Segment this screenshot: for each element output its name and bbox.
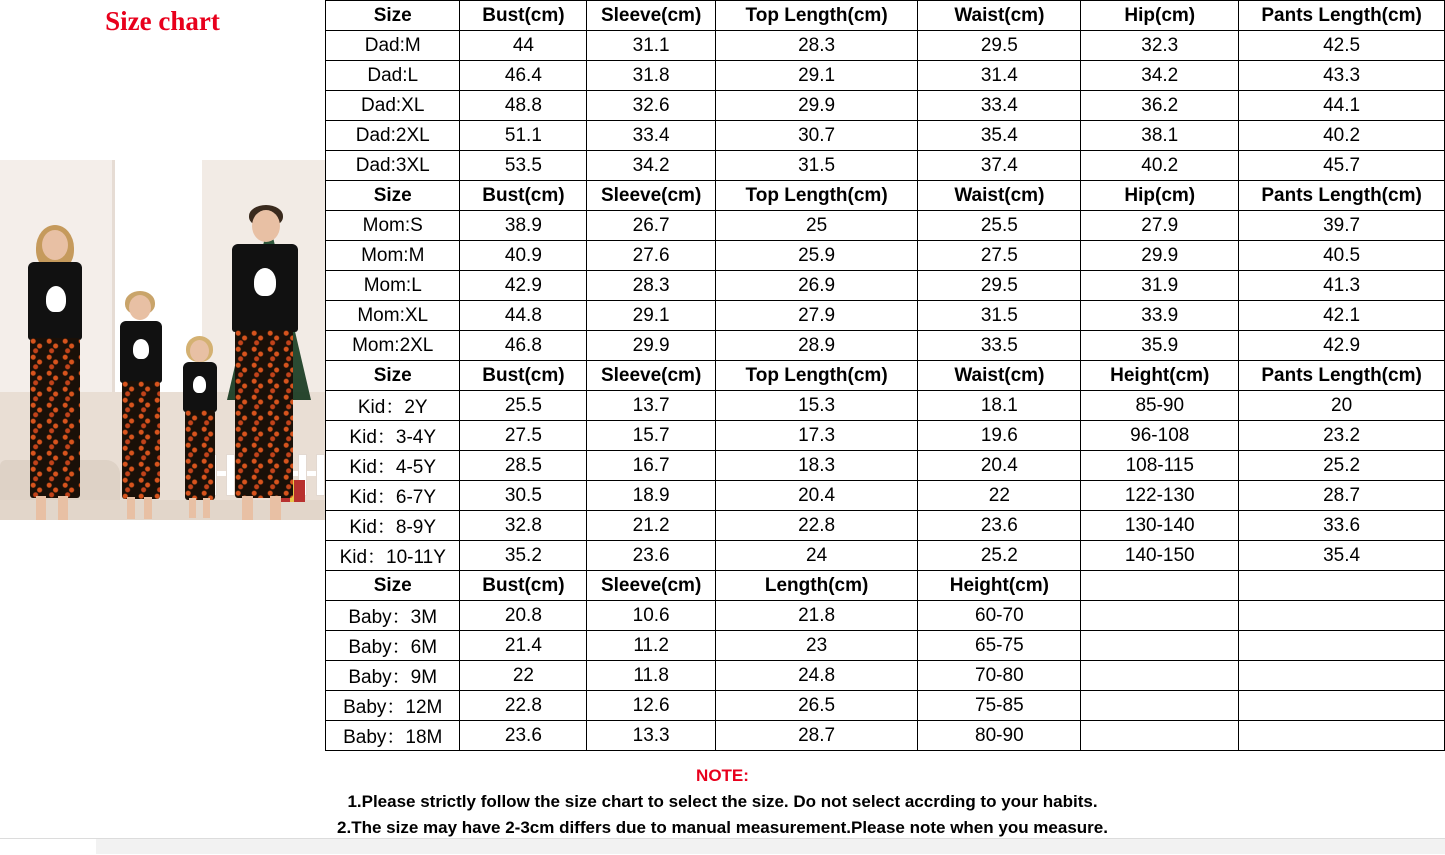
table-cell: 29.9 [1081,241,1239,271]
table-row [326,661,1445,691]
table-cell: 33.5 [918,331,1081,361]
table-cell: 43.3 [1239,61,1445,91]
column-header: Sleeve(cm) [587,1,715,31]
table-cell: 31.5 [918,301,1081,331]
table-cell: 40.2 [1081,151,1239,181]
table-cell: 35.4 [918,121,1081,151]
column-header: Bust(cm) [460,1,587,31]
table-cell: 27.6 [587,241,715,271]
table-cell: 32.8 [460,511,587,541]
table-cell: 24.8 [715,661,918,691]
column-header: Size [326,1,460,31]
table-cell: Mom:S [326,211,460,241]
table-cell: 53.5 [460,151,587,181]
column-header: Top Length(cm) [715,1,918,31]
table-row [326,391,1445,421]
table-cell: 22.8 [460,691,587,721]
table-cell: 38.1 [1081,121,1239,151]
table-cell: 44.8 [460,301,587,331]
table-cell: 33.4 [587,121,715,151]
table-cell: 108-115 [1081,451,1239,481]
table-row [326,331,1445,361]
table-row [326,691,1445,721]
table-cell: Kid：3-4Y [326,421,460,451]
table-cell: 36.2 [1081,91,1239,121]
table-cell: 38.9 [460,211,587,241]
table-cell: 25.2 [1239,451,1445,481]
column-header: Waist(cm) [918,1,1081,31]
column-header: Waist(cm) [918,181,1081,211]
column-header: Bust(cm) [460,361,587,391]
table-cell: Dad:2XL [326,121,460,151]
table-cell: 11.2 [587,631,715,661]
table-empty-cell [1081,571,1239,601]
page-title: Size chart [105,6,220,36]
table-cell: 23.2 [1239,421,1445,451]
table-row [326,721,1445,751]
table-cell: 33.6 [1239,511,1445,541]
column-header: Pants Length(cm) [1239,181,1445,211]
table-cell: 31.4 [918,61,1081,91]
table-cell: 40.5 [1239,241,1445,271]
table-cell: Baby：6M [326,631,460,661]
column-header: Height(cm) [918,571,1081,601]
table-cell: 18.1 [918,391,1081,421]
table-cell: 20.4 [918,451,1081,481]
table-cell: 41.3 [1239,271,1445,301]
table-cell: 29.5 [918,31,1081,61]
table-row [326,271,1445,301]
table-cell: 27.5 [460,421,587,451]
table-cell: 11.8 [587,661,715,691]
table-row [326,481,1445,511]
table-cell: Baby：18M [326,721,460,751]
column-header: Hip(cm) [1081,1,1239,31]
table-row [326,511,1445,541]
column-header: Bust(cm) [460,181,587,211]
table-cell: 20.8 [460,601,587,631]
table-row [326,31,1445,61]
table-cell: 29.9 [587,331,715,361]
bottom-strip [0,838,1445,855]
column-header: Top Length(cm) [715,361,918,391]
table-cell: 25.5 [918,211,1081,241]
table-cell: 22 [918,481,1081,511]
table-cell: 28.3 [587,271,715,301]
table-cell: 26.7 [587,211,715,241]
table-cell: 22 [460,661,587,691]
table-cell: 80-90 [918,721,1081,751]
note-line-1: 1.Please strictly follow the size chart to select the size. Do not select accrding to your habits. [347,792,1098,811]
table-cell: 13.7 [587,391,715,421]
table-row [326,121,1445,151]
model-dad [222,210,308,520]
table-cell: 31.5 [715,151,918,181]
table-cell: 31.9 [1081,271,1239,301]
table-cell: 23.6 [918,511,1081,541]
table-cell: 42.5 [1239,31,1445,61]
table-cell: 70-80 [918,661,1081,691]
model-mom [18,230,92,520]
table-cell: 40.2 [1239,121,1445,151]
table-cell: 18.9 [587,481,715,511]
table-cell: 35.9 [1081,331,1239,361]
left-column [0,0,325,760]
column-header: Sleeve(cm) [587,181,715,211]
table-cell: 23 [715,631,918,661]
table-cell: Mom:2XL [326,331,460,361]
table-row [326,211,1445,241]
table-cell: 39.7 [1239,211,1445,241]
table-cell: 40.9 [460,241,587,271]
table-cell: 32.3 [1081,31,1239,61]
column-header: Length(cm) [715,571,918,601]
table-cell: 18.3 [715,451,918,481]
column-header: Waist(cm) [918,361,1081,391]
table-cell: 15.3 [715,391,918,421]
note-line-2: 2.The size may have 2-3cm differs due to manual measurement.Please note when you measure. [337,818,1108,837]
table-cell: Baby：9M [326,661,460,691]
table-empty-cell [1239,571,1445,601]
column-header: Top Length(cm) [715,181,918,211]
table-cell: Kid：4-5Y [326,451,460,481]
table-cell: Baby：3M [326,601,460,631]
note-title: NOTE: [696,766,749,785]
table-cell: Dad:XL [326,91,460,121]
table-cell: 31.8 [587,61,715,91]
table-cell: 27.9 [715,301,918,331]
column-header: Pants Length(cm) [1239,1,1445,31]
column-header: Pants Length(cm) [1239,361,1445,391]
table-cell: 42.9 [460,271,587,301]
table-row [326,151,1445,181]
table-row [326,421,1445,451]
table-cell: 42.9 [1239,331,1445,361]
table-empty-cell [1081,631,1239,661]
table-cell: Kid：6-7Y [326,481,460,511]
table-cell: 13.3 [587,721,715,751]
table-cell: 28.3 [715,31,918,61]
table-row [326,601,1445,631]
table-cell: 12.6 [587,691,715,721]
table-cell: 46.4 [460,61,587,91]
table-cell: 29.9 [715,91,918,121]
table-row [326,541,1445,571]
model-boy [112,295,170,520]
table-cell: 29.5 [918,271,1081,301]
product-photo [0,160,325,520]
table-cell: 20.4 [715,481,918,511]
column-header: Size [326,361,460,391]
table-cell: 27.9 [1081,211,1239,241]
table-cell: 27.5 [918,241,1081,271]
column-header: Hip(cm) [1081,181,1239,211]
table-cell: 26.5 [715,691,918,721]
table-header-row [326,361,1445,391]
column-header: Height(cm) [1081,361,1239,391]
table-cell: 28.5 [460,451,587,481]
table-empty-cell [1239,661,1445,691]
table-cell: Dad:L [326,61,460,91]
table-row [326,241,1445,271]
table-row [326,451,1445,481]
table-cell: 17.3 [715,421,918,451]
table-cell: 29.1 [715,61,918,91]
note-section [0,766,1445,841]
table-cell: 16.7 [587,451,715,481]
table-empty-cell [1081,661,1239,691]
table-header-row [326,571,1445,601]
table-row [326,91,1445,121]
table-cell: 28.7 [1239,481,1445,511]
table-header-row [326,1,1445,31]
table-cell: Dad:M [326,31,460,61]
table-row [326,61,1445,91]
table-cell: 33.4 [918,91,1081,121]
table-empty-cell [1239,721,1445,751]
table-cell: 33.9 [1081,301,1239,331]
model-girl [176,340,224,520]
table-row [326,631,1445,661]
table-empty-cell [1239,691,1445,721]
table-cell: 44.1 [1239,91,1445,121]
table-cell: 21.2 [587,511,715,541]
table-cell: 34.2 [1081,61,1239,91]
column-header: Bust(cm) [460,571,587,601]
table-empty-cell [1081,721,1239,751]
table-cell: 19.6 [918,421,1081,451]
table-cell: 26.9 [715,271,918,301]
table-header-row [326,181,1445,211]
table-cell: 35.4 [1239,541,1445,571]
column-header: Sleeve(cm) [587,571,715,601]
table-cell: 29.1 [587,301,715,331]
table-cell: 10.6 [587,601,715,631]
table-cell: 22.8 [715,511,918,541]
size-table [325,0,1445,751]
table-cell: 85-90 [1081,391,1239,421]
table-cell: 28.7 [715,721,918,751]
table-cell: 32.6 [587,91,715,121]
table-cell: 25.2 [918,541,1081,571]
table-cell: 51.1 [460,121,587,151]
table-cell: 48.8 [460,91,587,121]
table-cell: 65-75 [918,631,1081,661]
table-cell: Mom:L [326,271,460,301]
table-cell: 30.7 [715,121,918,151]
table-cell: 45.7 [1239,151,1445,181]
table-empty-cell [1081,691,1239,721]
table-cell: 25 [715,211,918,241]
table-cell: 21.4 [460,631,587,661]
table-cell: 15.7 [587,421,715,451]
table-cell: 37.4 [918,151,1081,181]
table-cell: 20 [1239,391,1445,421]
table-cell: 34.2 [587,151,715,181]
column-header: Size [326,571,460,601]
table-cell: 42.1 [1239,301,1445,331]
table-empty-cell [1239,601,1445,631]
table-cell: 23.6 [587,541,715,571]
table-cell: 130-140 [1081,511,1239,541]
table-cell: Kid：8-9Y [326,511,460,541]
column-header: Sleeve(cm) [587,361,715,391]
column-header: Size [326,181,460,211]
table-cell: 25.9 [715,241,918,271]
table-cell: Baby：12M [326,691,460,721]
table-cell: 25.5 [460,391,587,421]
table-cell: Mom:XL [326,301,460,331]
table-cell: 140-150 [1081,541,1239,571]
table-cell: 24 [715,541,918,571]
table-empty-cell [1081,601,1239,631]
table-cell: Dad:3XL [326,151,460,181]
table-cell: Kid：10-11Y [326,541,460,571]
table-cell: Mom:M [326,241,460,271]
table-cell: 28.9 [715,331,918,361]
table-cell: 75-85 [918,691,1081,721]
table-cell: Kid：2Y [326,391,460,421]
table-cell: 46.8 [460,331,587,361]
table-cell: 60-70 [918,601,1081,631]
table-cell: 31.1 [587,31,715,61]
table-cell: 122-130 [1081,481,1239,511]
table-cell: 35.2 [460,541,587,571]
table-cell: 23.6 [460,721,587,751]
table-empty-cell [1239,631,1445,661]
table-cell: 96-108 [1081,421,1239,451]
table-cell: 21.8 [715,601,918,631]
table-cell: 30.5 [460,481,587,511]
table-cell: 44 [460,31,587,61]
table-row [326,301,1445,331]
